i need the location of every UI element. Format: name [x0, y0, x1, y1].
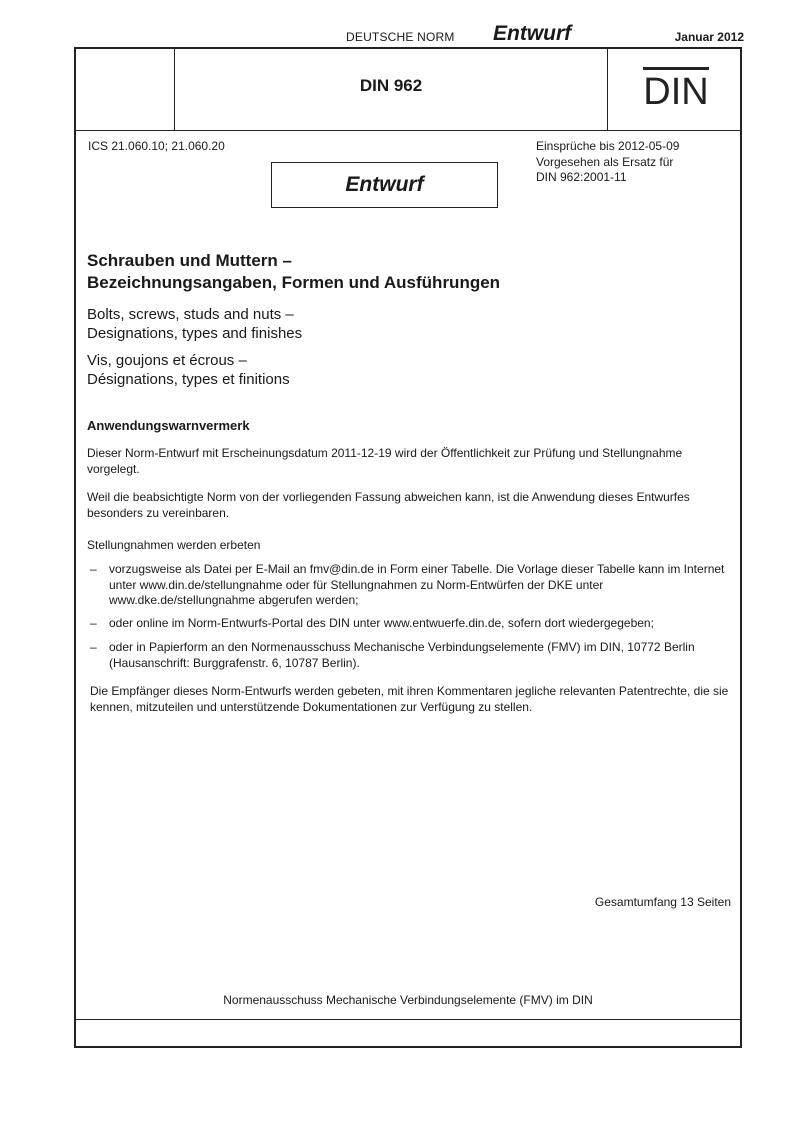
list-item-text: oder online im Norm-Entwurfs-Portal des DIN unter www.entwuerfe.din.de, sofern dort wiedergegeben; [109, 616, 654, 630]
title-french-line-1: Vis, goujons et écrous – [87, 352, 247, 369]
norm-type-label: DEUTSCHE NORM [346, 30, 455, 44]
warning-paragraph-1: Dieser Norm-Entwurf mit Erscheinungsdatum 2011-12-19 wird der Öffentlichkeit zur Prüfung und Stellungnahme vorgelegt. [87, 446, 683, 476]
din-logo-text: DIN [643, 71, 709, 107]
draft-box: Entwurf [271, 162, 498, 208]
list-item [87, 616, 735, 632]
replacement-label: Vorgesehen als Ersatz für [536, 154, 674, 169]
bullet-dash: – [90, 562, 97, 576]
committee-name: Normenausschuss Mechanische Verbindungselemente (FMV) im DIN [223, 993, 593, 1007]
title-english-line-1: Bolts, screws, studs and nuts – [87, 306, 294, 323]
draft-status-label: Entwurf [493, 22, 572, 45]
title-english [87, 305, 302, 343]
title-german-line-2: Bezeichnungsangaben, Formen und Ausführungen [87, 273, 501, 292]
ics-code: ICS 21.060.10; 21.060.20 [88, 139, 225, 153]
title-german-line-1: Schrauben und Muttern – [87, 251, 292, 270]
header-right-divider [607, 47, 608, 131]
comments-requested: Stellungnahmen werden erbeten [87, 538, 261, 552]
total-pages: Gesamtumfang 13 Seiten [594, 895, 731, 909]
warning-heading: Anwendungswarnvermerk [87, 418, 250, 433]
din-logo [643, 67, 709, 107]
title-french-line-2: Désignations, types et finitions [87, 371, 290, 388]
objection-info [536, 139, 679, 186]
title-german [87, 250, 500, 294]
list-item [87, 640, 735, 672]
replacement-document: DIN 962:2001-11 [536, 170, 627, 184]
publication-date: Januar 2012 [674, 30, 744, 44]
list-item-text: oder in Papierform an den Normenausschuss Mechanische Verbindungselemente (FMV) im DIN, 10772 Berlin (Hausanschrift: Burggrafenstr. 6, 10787 Berlin). [109, 640, 695, 670]
list-item-text: vorzugsweise als Datei per E-Mail an fmv@din.de in Form einer Tabelle. Die Vorlage dieser Tabelle kann im Internet unter www.din.de/stellungnahme oder für Stellungnahmen zu Norm-Entwürfen der DKE unter www.dke.de/stellungnahme abgerufen werden; [109, 562, 725, 607]
list-item [87, 562, 735, 610]
standard-number: DIN 962 [359, 76, 423, 95]
header-left-divider [174, 47, 175, 131]
patent-notice: Die Empfänger dieses Norm-Entwurfs werden gebeten, mit ihren Kommentaren jegliche relevanten Patentrechte, die sie kennen, mitzuteilen und unterstützende Dokumentationen zur Verfügung zu stellen. [90, 684, 729, 714]
bullet-dash: – [90, 616, 97, 630]
bullet-dash: – [90, 640, 97, 654]
warning-paragraph-2: Weil die beabsichtigte Norm von der vorliegenden Fassung abweichen kann, ist die Anwendung dieses Entwurfes besonders zu vereinbaren. [87, 490, 690, 520]
title-french [87, 351, 290, 389]
title-english-line-2: Designations, types and finishes [87, 325, 303, 342]
footer-divider [74, 1019, 742, 1020]
objection-deadline: Einsprüche bis 2012-05-09 [536, 139, 680, 153]
